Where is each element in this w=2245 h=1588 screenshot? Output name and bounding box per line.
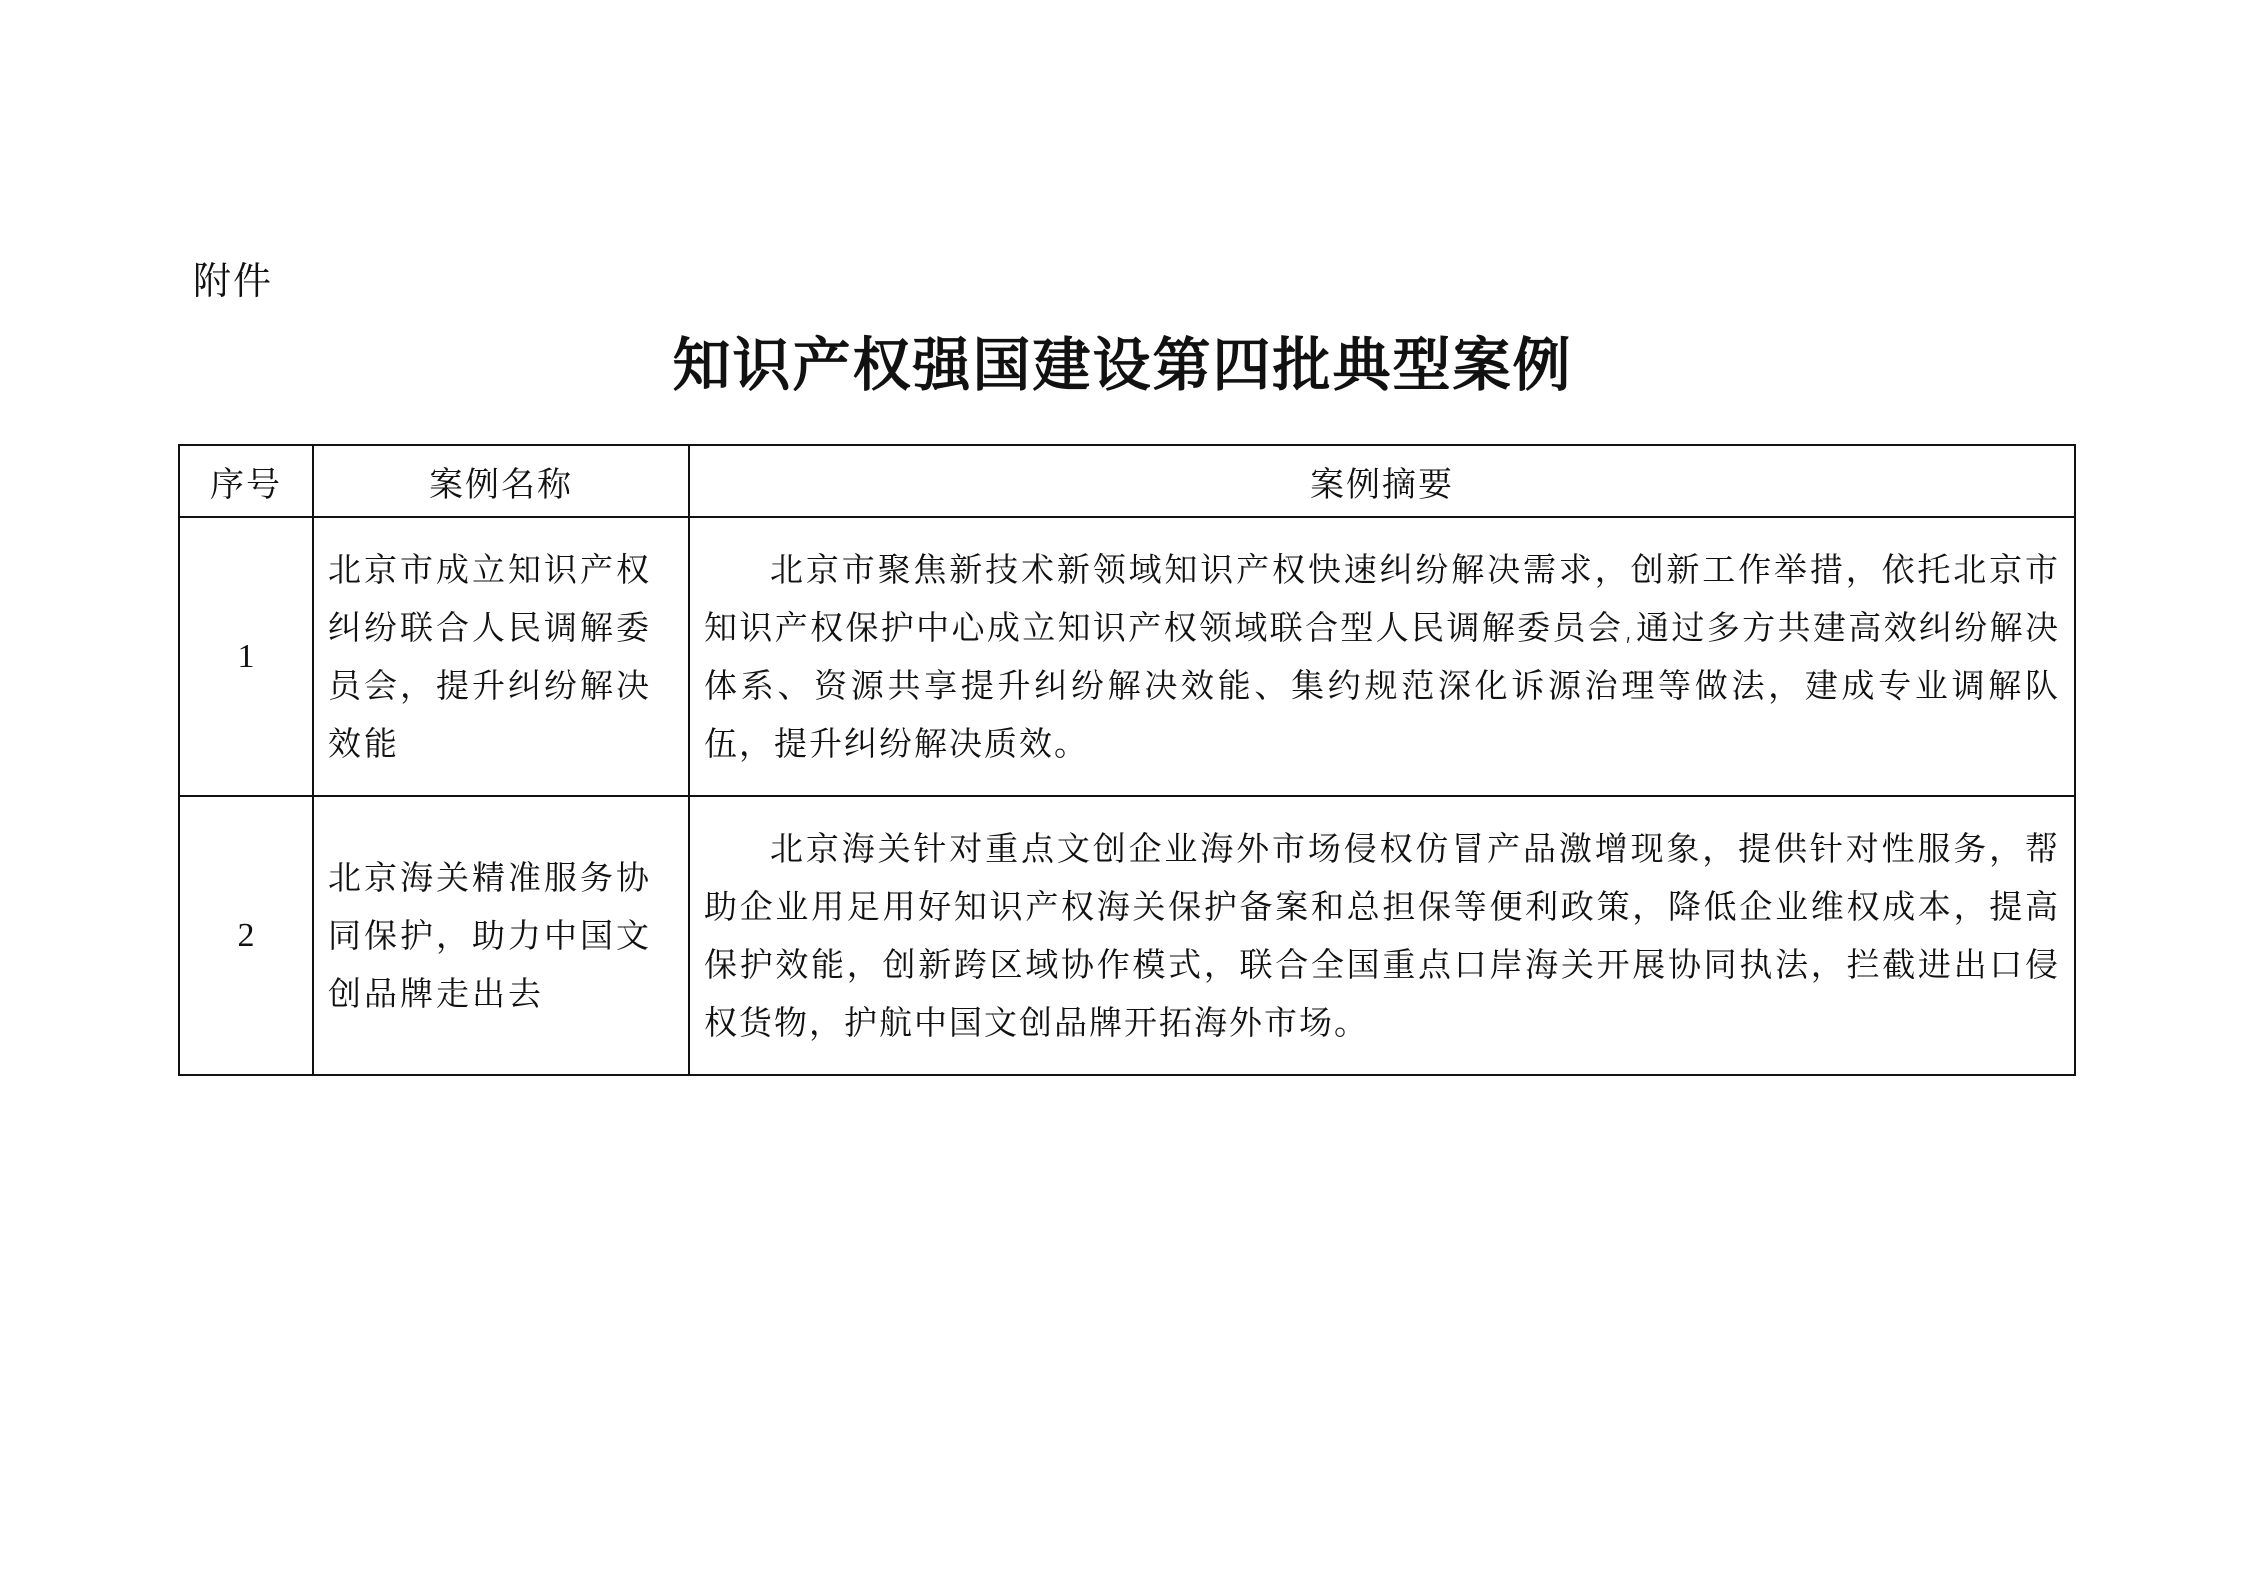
row-summary-cell: 北京市聚焦新技术新领域知识产权快速纠纷解决需求，创新工作举措，依托北京市知识产权保护中心成立知识产权领域联合型人民调解委员会,通过多方共建高效纠纷解决体系、资源共享提升纠纷解决效能、集约规范深化诉源治理等做法，建成专业调解队伍，提升纠纷解决质效。 <box>689 517 2075 796</box>
attachment-label: 附件 <box>193 259 274 303</box>
table-header-row <box>179 445 2075 517</box>
header-num: 序号 <box>179 445 313 517</box>
table-row <box>179 796 2075 1075</box>
table-row <box>179 517 2075 796</box>
cases-table <box>178 444 2076 1076</box>
row-num-cell: 2 <box>179 796 313 1075</box>
header-name: 案例名称 <box>313 445 689 517</box>
row-num-cell: 1 <box>179 517 313 796</box>
row-summary-cell: 北京海关针对重点文创企业海外市场侵权仿冒产品激增现象，提供针对性服务，帮助企业用足用好知识产权海关保护备案和总担保等便利政策，降低企业维权成本，提高保护效能，创新跨区域协作模式，联合全国重点口岸海关开展协同执法，拦截进出口侵权货物，护航中国文创品牌开拓海外市场。 <box>689 796 2075 1075</box>
row-name-cell: 北京市成立知识产权纠纷联合人民调解委员会，提升纠纷解决效能 <box>313 517 689 796</box>
row-name-cell: 北京海关精准服务协同保护，助力中国文创品牌走出去 <box>313 796 689 1075</box>
document-title: 知识产权强国建设第四批典型案例 <box>672 331 1573 399</box>
header-summary: 案例摘要 <box>689 445 2075 517</box>
